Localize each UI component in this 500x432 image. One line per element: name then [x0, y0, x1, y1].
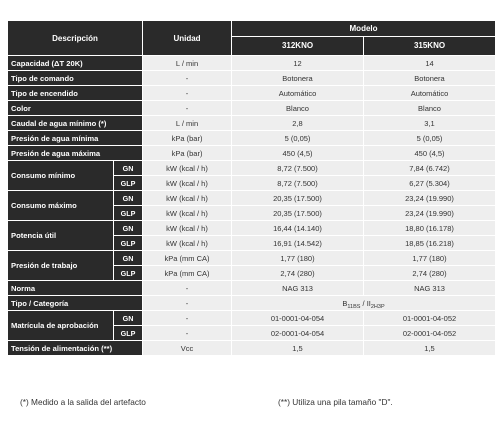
row-unit: kW (kcal / h) [143, 206, 231, 220]
row-label: Color [8, 101, 142, 115]
tipo-ii: II [366, 298, 371, 308]
row-tipo-encendido [8, 86, 495, 100]
row-value-315kno: 1,5 [364, 341, 495, 355]
row-value-315kno: 23,24 (19.990) [364, 206, 495, 220]
footnotes [20, 397, 490, 411]
row-consumo-minimo-gn [8, 161, 495, 175]
group-label: Potencia útil [8, 221, 113, 250]
row-value-312kno: 2,8 [232, 116, 363, 130]
row-label: Presión de agua máxima [8, 146, 142, 160]
sub-label: GN [114, 221, 142, 235]
row-value-312kno: 20,35 (17.500) [232, 191, 363, 205]
group-label: Matrícula de aprobación [8, 311, 113, 340]
tipo-separator: / [360, 298, 367, 308]
header-unidad: Unidad [143, 21, 231, 55]
tipo-b: B [342, 298, 348, 308]
row-tension [8, 341, 495, 355]
row-value-315kno: 3,1 [364, 116, 495, 130]
row-value-315kno: Blanco [364, 101, 495, 115]
row-value-312kno: 16,44 (14.140) [232, 221, 363, 235]
row-value-315kno: 1,77 (180) [364, 251, 495, 265]
row-unit: kW (kcal / h) [143, 176, 231, 190]
row-norma [8, 281, 495, 295]
footnote-caudal: (*) Medido a la salida del artefacto [20, 397, 146, 407]
tipo-b-subscript: 11BS [347, 303, 361, 310]
row-value-312kno: Blanco [232, 101, 363, 115]
row-value-312kno: Botonera [232, 71, 363, 85]
tipo-categoria-value [232, 296, 495, 310]
row-value-315kno: NAG 313 [364, 281, 495, 295]
group-label: Consumo máximo [8, 191, 113, 220]
sub-label: GLP [114, 266, 142, 280]
row-value-312kno: 20,35 (17.500) [232, 206, 363, 220]
row-value-315kno: Botonera [364, 71, 495, 85]
row-value-312kno: 1,77 (180) [232, 251, 363, 265]
row-value-312kno: 8,72 (7.500) [232, 176, 363, 190]
row-value-315kno: 6,27 (5.304) [364, 176, 495, 190]
row-unit: L / min [143, 116, 231, 130]
row-unit: - [143, 311, 231, 325]
header-descripcion: Descripción [8, 21, 142, 55]
row-presion-trabajo-gn [8, 251, 495, 265]
row-value-315kno: 01-0001-04-052 [364, 311, 495, 325]
row-value-315kno: 23,24 (19.990) [364, 191, 495, 205]
sub-label: GLP [114, 176, 142, 190]
row-unit: kW (kcal / h) [143, 191, 231, 205]
row-unit: - [143, 296, 231, 310]
row-unit: kW (kcal / h) [143, 221, 231, 235]
row-potencia-util-gn [8, 221, 495, 235]
row-unit: kPa (mm CA) [143, 266, 231, 280]
row-value-315kno: 02-0001-04-052 [364, 326, 495, 340]
row-value-315kno: 450 (4,5) [364, 146, 495, 160]
row-value-315kno: 2,74 (280) [364, 266, 495, 280]
row-value-312kno: 1,5 [232, 341, 363, 355]
row-value-312kno: 8,72 (7.500) [232, 161, 363, 175]
header-model-315kno: 315KNO [364, 37, 495, 55]
group-label: Consumo mínimo [8, 161, 113, 190]
row-label: Capacidad (ΔT 20K) [8, 56, 142, 70]
sub-label: GLP [114, 236, 142, 250]
sub-label: GLP [114, 206, 142, 220]
row-value-312kno: 2,74 (280) [232, 266, 363, 280]
sub-label: GN [114, 251, 142, 265]
row-value-315kno: 7,84 (6.742) [364, 161, 495, 175]
row-unit: kPa (mm CA) [143, 251, 231, 265]
header-model-312kno: 312KNO [232, 37, 363, 55]
row-label: Presión de agua mínima [8, 131, 142, 145]
row-value-312kno: Automático [232, 86, 363, 100]
row-unit: L / min [143, 56, 231, 70]
sub-label: GN [114, 311, 142, 325]
tipo-ii-subscript: 2H3P [370, 303, 385, 310]
row-unit: Vcc [143, 341, 231, 355]
row-capacidad [8, 56, 495, 70]
spec-table-container [7, 20, 495, 356]
row-label: Tipo de encendido [8, 86, 142, 100]
row-unit: - [143, 326, 231, 340]
row-presion-minima [8, 131, 495, 145]
row-tipo-comando [8, 71, 495, 85]
spec-table [7, 20, 496, 356]
row-label: Tipo / Categoría [8, 296, 142, 310]
row-value-312kno: 5 (0,05) [232, 131, 363, 145]
row-value-315kno: 14 [364, 56, 495, 70]
row-unit: - [143, 281, 231, 295]
row-color [8, 101, 495, 115]
row-unit: kPa (bar) [143, 146, 231, 160]
row-label: Tensión de alimentación (**) [8, 341, 142, 355]
row-label: Tipo de comando [8, 71, 142, 85]
row-value-315kno: 5 (0,05) [364, 131, 495, 145]
row-consumo-maximo-gn [8, 191, 495, 205]
row-value-312kno: 12 [232, 56, 363, 70]
row-value-312kno: 02-0001-04-054 [232, 326, 363, 340]
row-unit: - [143, 71, 231, 85]
row-matricula-gn [8, 311, 495, 325]
row-value-312kno: 16,91 (14.542) [232, 236, 363, 250]
row-unit: - [143, 86, 231, 100]
sub-label: GN [114, 191, 142, 205]
row-label: Norma [8, 281, 142, 295]
row-label: Caudal de agua mínimo (*) [8, 116, 142, 130]
row-unit: - [143, 101, 231, 115]
row-value-312kno: 450 (4,5) [232, 146, 363, 160]
row-presion-maxima [8, 146, 495, 160]
row-value-312kno: NAG 313 [232, 281, 363, 295]
row-value-315kno: Automático [364, 86, 495, 100]
row-unit: kPa (bar) [143, 131, 231, 145]
row-unit: kW (kcal / h) [143, 161, 231, 175]
header-modelo: Modelo [232, 21, 495, 36]
row-value-315kno: 18,80 (16.178) [364, 221, 495, 235]
footnote-pila: (**) Utiliza una pila tamaño "D". [278, 397, 393, 407]
row-value-315kno: 18,85 (16.218) [364, 236, 495, 250]
row-unit: kW (kcal / h) [143, 236, 231, 250]
sub-label: GLP [114, 326, 142, 340]
group-label: Presión de trabajo [8, 251, 113, 280]
sub-label: GN [114, 161, 142, 175]
row-caudal-minimo [8, 116, 495, 130]
row-tipo-categoria [8, 296, 495, 310]
row-value-312kno: 01-0001-04-054 [232, 311, 363, 325]
